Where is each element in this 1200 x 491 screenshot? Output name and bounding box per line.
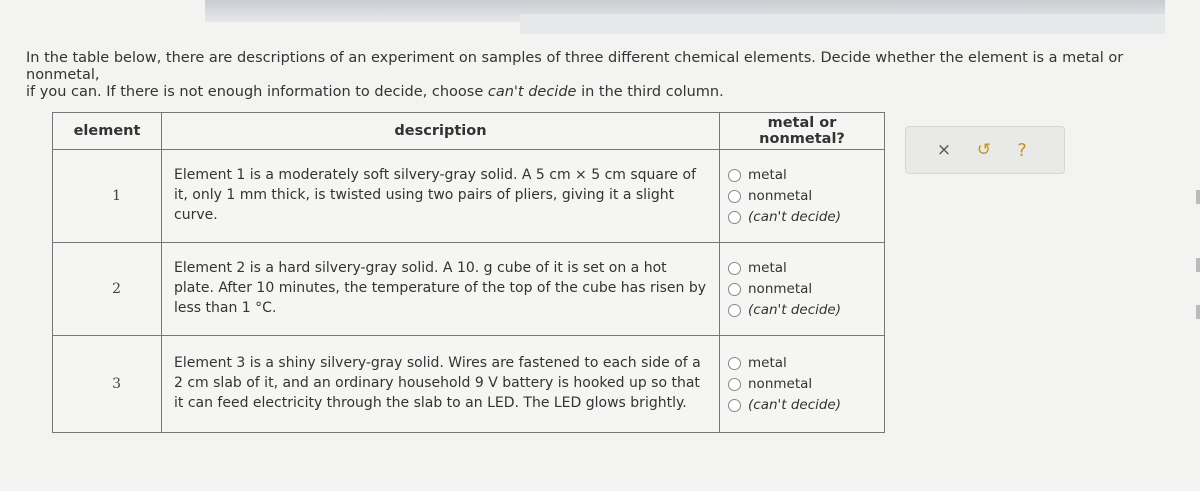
option-label: nonmetal xyxy=(748,281,813,297)
element-number: 1 xyxy=(53,150,162,243)
table-row xyxy=(53,243,885,336)
table-header-row xyxy=(53,113,885,150)
instructions-line2-text: if you can. If there is not enough information to decide, choose xyxy=(26,84,488,100)
answer-options xyxy=(720,150,885,243)
answer-options xyxy=(720,243,885,336)
element-description: Element 2 is a hard silvery-gray solid. A 10. g cube of it is set on a hot plate. After 10 minutes, the temperature of the top of the cube has risen by less than 1 °C. xyxy=(162,243,720,336)
help-icon[interactable]: ? xyxy=(1017,139,1027,161)
option-cant-decide[interactable] xyxy=(728,207,876,228)
radio-button[interactable] xyxy=(728,211,741,224)
undo-icon[interactable]: ↺ xyxy=(976,140,992,160)
table-row xyxy=(53,336,885,433)
option-label: metal xyxy=(748,355,787,371)
edge-marker xyxy=(1196,190,1200,204)
option-cant-decide[interactable] xyxy=(728,300,876,321)
option-label: (can't decide) xyxy=(748,397,842,413)
option-nonmetal[interactable] xyxy=(728,374,876,395)
radio-button[interactable] xyxy=(728,190,741,203)
radio-button[interactable] xyxy=(728,399,741,412)
option-metal[interactable] xyxy=(728,258,876,279)
radio-button[interactable] xyxy=(728,304,741,317)
table-row xyxy=(53,150,885,243)
option-label: nonmetal xyxy=(748,188,813,204)
radio-button[interactable] xyxy=(728,262,741,275)
option-metal[interactable] xyxy=(728,165,876,186)
header-description: description xyxy=(162,113,720,150)
option-metal[interactable] xyxy=(728,353,876,374)
instructions-line1: In the table below, there are descriptions of an experiment on samples of three different chemical elements. Decide whether the element is a metal or nonmetal, xyxy=(26,50,1124,83)
option-nonmetal[interactable] xyxy=(728,186,876,207)
header-metal-or-nonmetal: metal or nonmetal? xyxy=(720,113,885,150)
instructions-line2-italic: can't decide xyxy=(487,84,577,100)
element-number: 3 xyxy=(53,336,162,433)
top-bar-secondary xyxy=(520,14,1165,34)
option-label: (can't decide) xyxy=(748,302,842,318)
radio-button[interactable] xyxy=(728,283,741,296)
element-number: 2 xyxy=(53,243,162,336)
option-label: metal xyxy=(748,167,787,183)
experiment-table xyxy=(52,112,885,433)
answer-options xyxy=(720,336,885,433)
option-cant-decide[interactable] xyxy=(728,395,876,416)
radio-button[interactable] xyxy=(728,169,741,182)
radio-button[interactable] xyxy=(728,378,741,391)
instructions-line2 xyxy=(26,84,1186,101)
edge-marker xyxy=(1196,305,1200,319)
option-nonmetal[interactable] xyxy=(728,279,876,300)
option-label: nonmetal xyxy=(748,376,813,392)
element-description: Element 1 is a moderately soft silvery-gray solid. A 5 cm × 5 cm square of it, only 1 mm thick, is twisted using two pairs of pliers, giving it a slight curve. xyxy=(162,150,720,243)
radio-button[interactable] xyxy=(728,357,741,370)
instructions xyxy=(26,50,1186,101)
option-label: metal xyxy=(748,260,787,276)
instructions-line2-end: in the third column. xyxy=(576,84,724,100)
edge-marker xyxy=(1196,258,1200,272)
option-label: (can't decide) xyxy=(748,209,842,225)
element-description: Element 3 is a shiny silvery-gray solid. Wires are fastened to each side of a 2 cm slab of it, and an ordinary household 9 V battery is hooked up so that it can feed electricity through the slab to an LED. The LED glows brightly. xyxy=(162,336,720,433)
header-element: element xyxy=(53,113,162,150)
close-icon[interactable]: × xyxy=(936,140,952,160)
answer-toolbar xyxy=(905,126,1065,174)
